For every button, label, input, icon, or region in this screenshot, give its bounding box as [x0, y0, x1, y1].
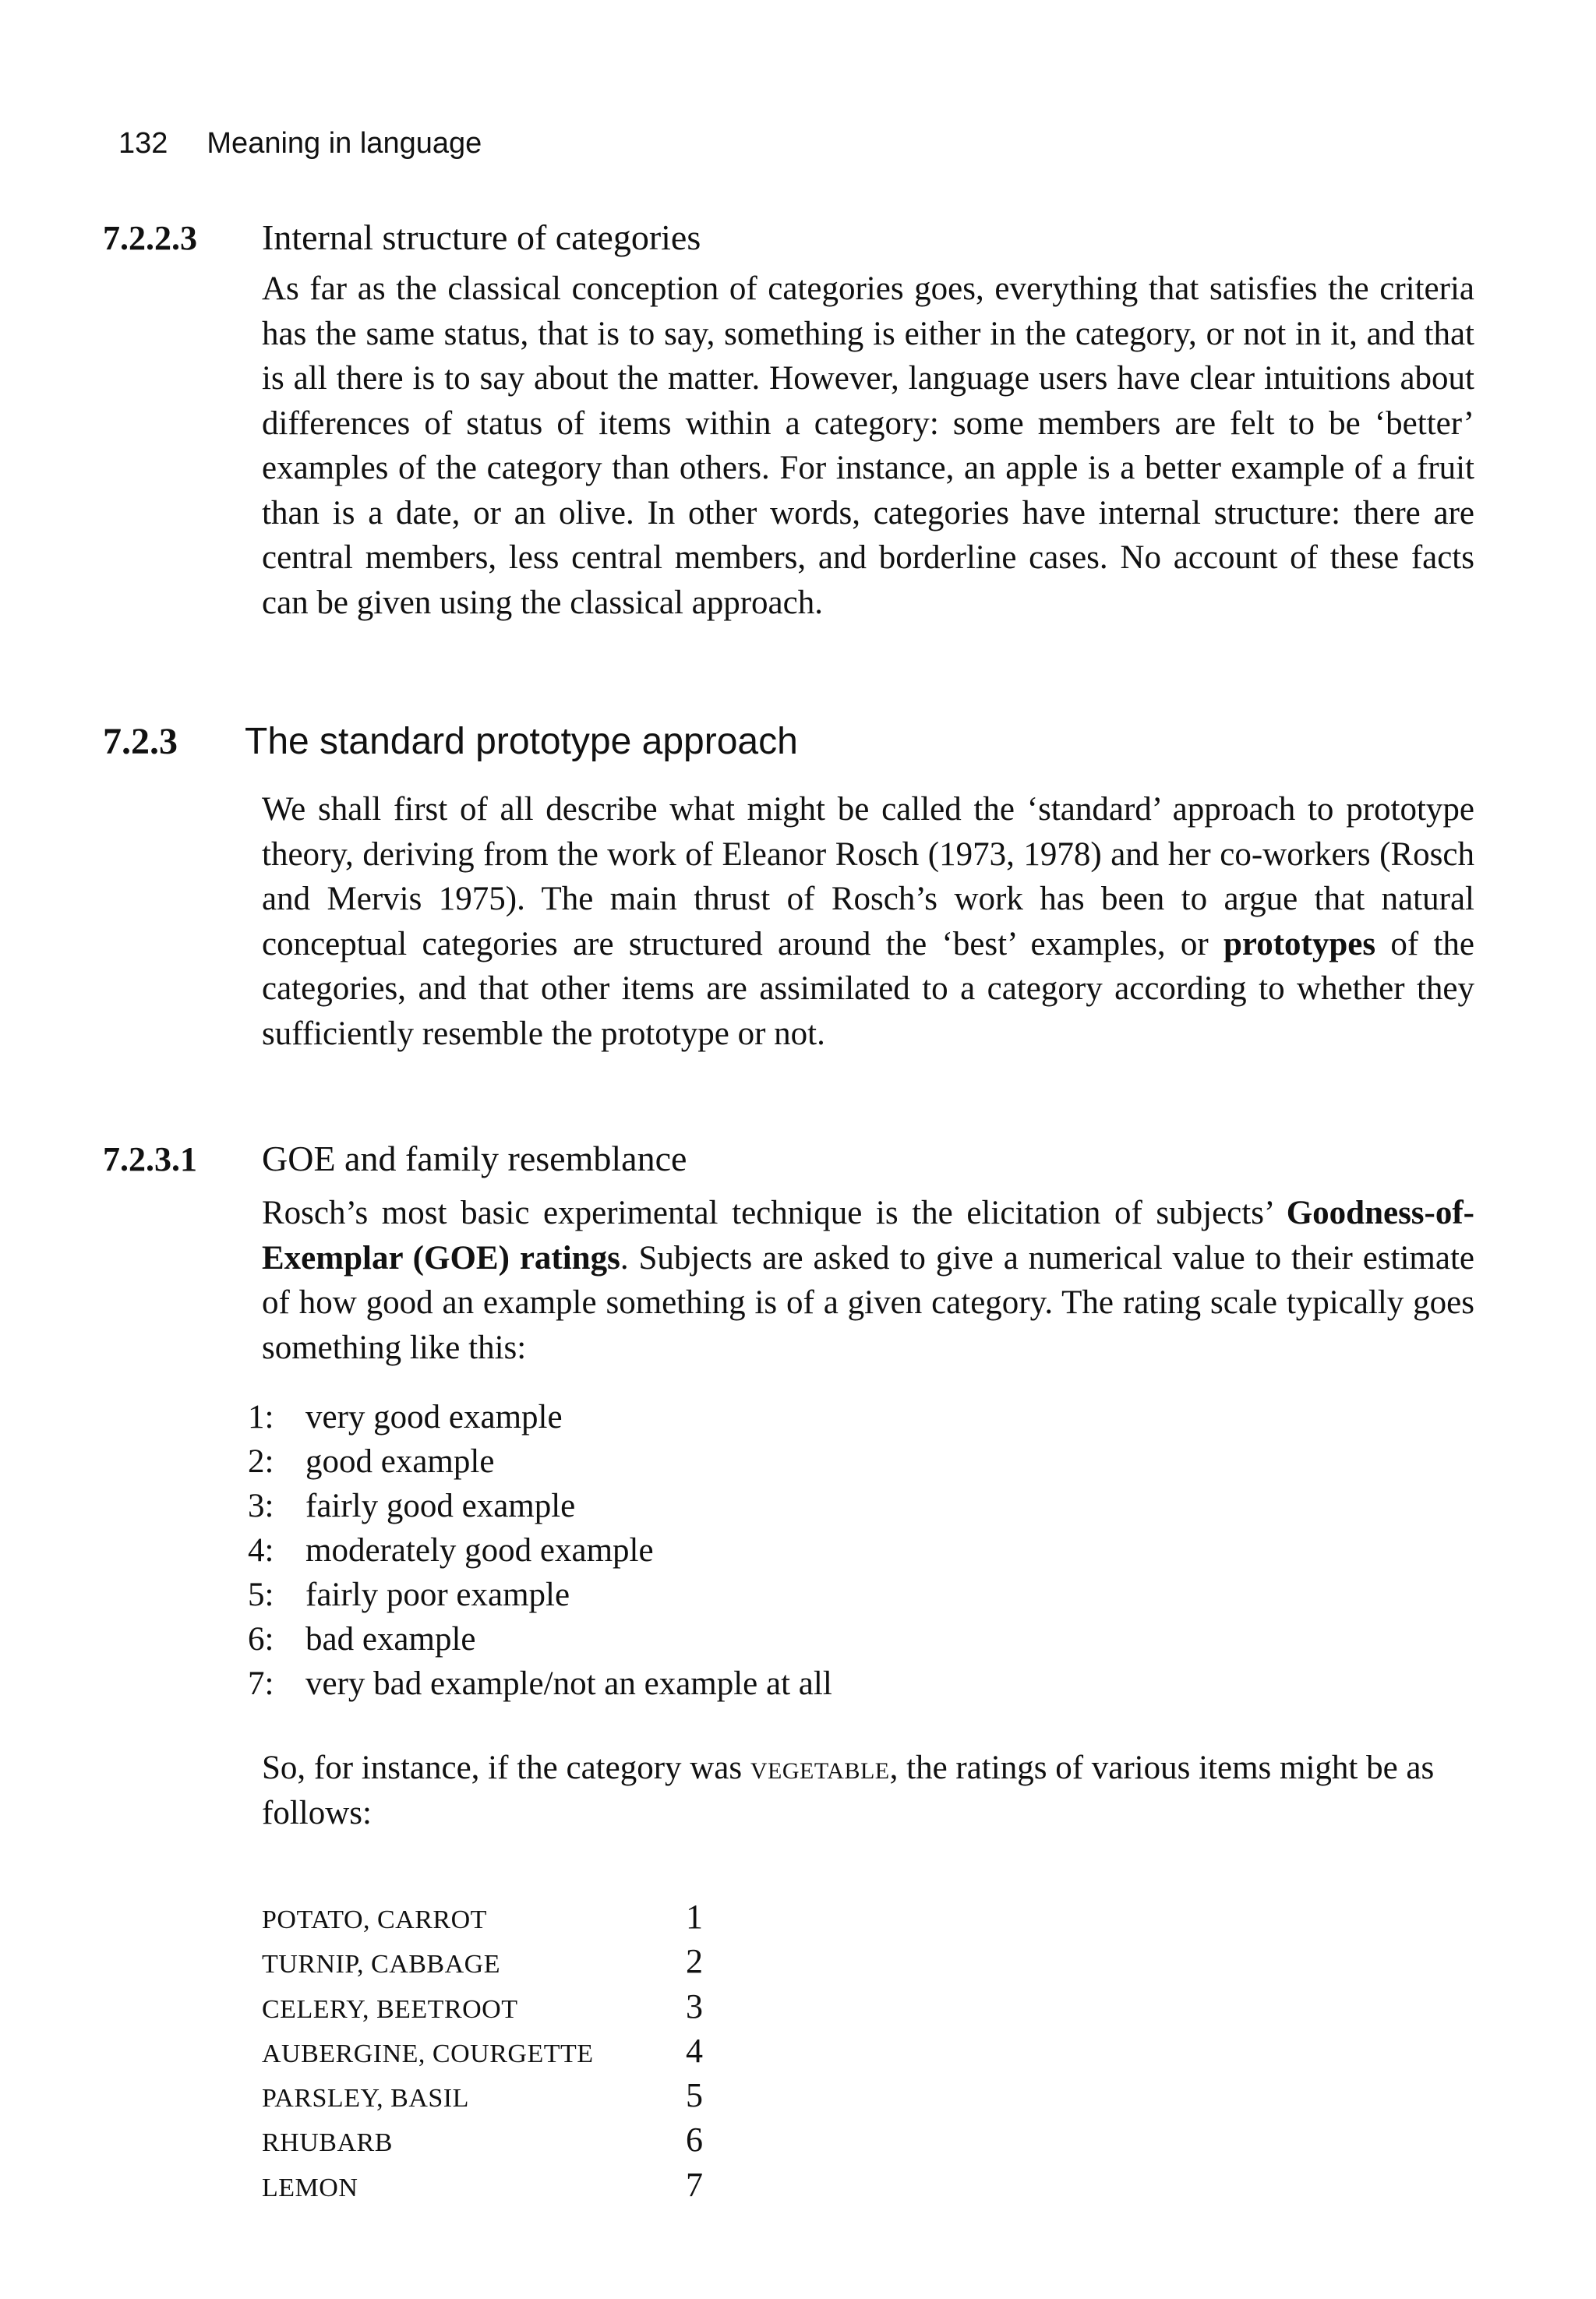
item-names: CELERY, BEETROOT [262, 1994, 518, 2024]
page-number: 132 [118, 127, 168, 160]
running-title: Meaning in language [207, 127, 482, 160]
table-row [262, 2075, 703, 2120]
text-segment: , the ratings of various items might be as follows: [262, 1750, 1435, 1831]
vegetable-ratings-table [262, 1897, 703, 2209]
table-row [262, 2120, 703, 2164]
text-segment: of the categories, and that other items are assimilated to a category according to whether they sufficiently resemble the prototype or not. [262, 925, 1474, 1052]
table-row [262, 1897, 703, 1941]
paragraph-vegetable-example [262, 1746, 1474, 1835]
scale-label: very good example [305, 1399, 563, 1436]
table-row [262, 1941, 703, 1986]
term-goe-ratings: Goodness-of-Exemplar (GOE) ratings [262, 1195, 1474, 1277]
heading-7-2-3 [103, 720, 798, 763]
rating-value: 3 [686, 1986, 703, 2025]
list-item [248, 1439, 832, 1484]
rating-value: 7 [686, 2165, 703, 2204]
scale-label: fairly poor example [305, 1577, 570, 1613]
scale-number: 2: [248, 1443, 274, 1480]
item-names: RHUBARB [262, 2128, 393, 2158]
rating-value: 1 [686, 1898, 703, 1936]
heading-7-2-3-1 [103, 1138, 687, 1179]
list-item [248, 1484, 832, 1528]
scale-label: fairly good example [305, 1488, 576, 1524]
scale-label: good example [305, 1443, 495, 1480]
rating-value: 6 [686, 2121, 703, 2160]
item-names: LEMON [262, 2173, 358, 2202]
rating-value: 4 [686, 2031, 703, 2070]
paragraph-standard-prototype [262, 787, 1474, 1056]
paragraph-goe [262, 1191, 1474, 1370]
item-names: TURNIP, CABBAGE [262, 1950, 500, 1979]
rating-value: 2 [686, 1942, 703, 1981]
rating-scale-list [248, 1395, 832, 1706]
table-row [262, 2165, 703, 2209]
text-segment: So, for instance, if the category was [262, 1750, 750, 1786]
term-prototypes: prototypes [1223, 925, 1376, 962]
section-title: Internal structure of categories [262, 217, 701, 257]
scale-number: 4: [248, 1532, 274, 1569]
scale-number: 7: [248, 1665, 274, 1702]
text-segment: We shall first of all describe what might be called the ‘standard’ approach to prototype theory, deriving from the work of Eleanor Rosch (1973, 1978) and her co-workers (Rosch and Mervis 1975). The main thrust of Rosch’s work has been to argue that natural conceptual categories are structured around the ‘best’ examples, or [262, 791, 1474, 962]
table-row [262, 1986, 703, 2031]
item-names: AUBERGINE, COURGETTE [262, 2039, 594, 2068]
scale-number: 1: [248, 1399, 274, 1436]
section-title: GOE and family resemblance [262, 1139, 687, 1178]
scale-label: bad example [305, 1621, 476, 1658]
section-number: 7.2.3 [103, 721, 178, 762]
scale-label: moderately good example [305, 1532, 654, 1569]
table-row [262, 2031, 703, 2075]
rating-value: 5 [686, 2076, 703, 2115]
item-names: PARSLEY, BASIL [262, 2084, 469, 2114]
list-item [248, 1528, 832, 1573]
scale-number: 5: [248, 1577, 274, 1613]
category-name: vegetable [750, 1750, 890, 1786]
scale-number: 6: [248, 1621, 274, 1658]
section-number: 7.2.3.1 [103, 1140, 197, 1178]
scale-label: very bad example/not an example at all [305, 1665, 832, 1702]
list-item [248, 1573, 832, 1617]
text-segment: . Subjects are asked to give a numerical value to their estimate of how good an example something is of a given category. The rating scale typically goes something like this: [262, 1239, 1475, 1366]
scale-number: 3: [248, 1488, 274, 1524]
running-head [118, 125, 482, 162]
paragraph-internal-structure: As far as the classical conception of categories goes, everything that satisfies the criteria has the same status, that is to say, something is either in the category, or not in it, and that is all there is to say about the matter. However, language users have clear intuitions about differences of status of items within a category: some members are felt to be ‘better’ examples of the category than others. For instance, an apple is a better example of a fruit than is a date, or an olive. In other words, categories have internal structure: there are central members, less central members, and borderline cases. No account of these facts can be given using the classical approach. [262, 270, 1474, 621]
heading-7-2-2-3 [103, 217, 701, 258]
section-title: The standard prototype approach [245, 721, 798, 762]
list-item [248, 1395, 832, 1439]
section-number: 7.2.2.3 [103, 219, 197, 257]
list-item [248, 1662, 832, 1706]
item-names: POTATO, CARROT [262, 1905, 487, 1934]
list-item [248, 1617, 832, 1662]
text-segment: Rosch’s most basic experimental technique is the elicitation of subjects’ [262, 1195, 1287, 1231]
